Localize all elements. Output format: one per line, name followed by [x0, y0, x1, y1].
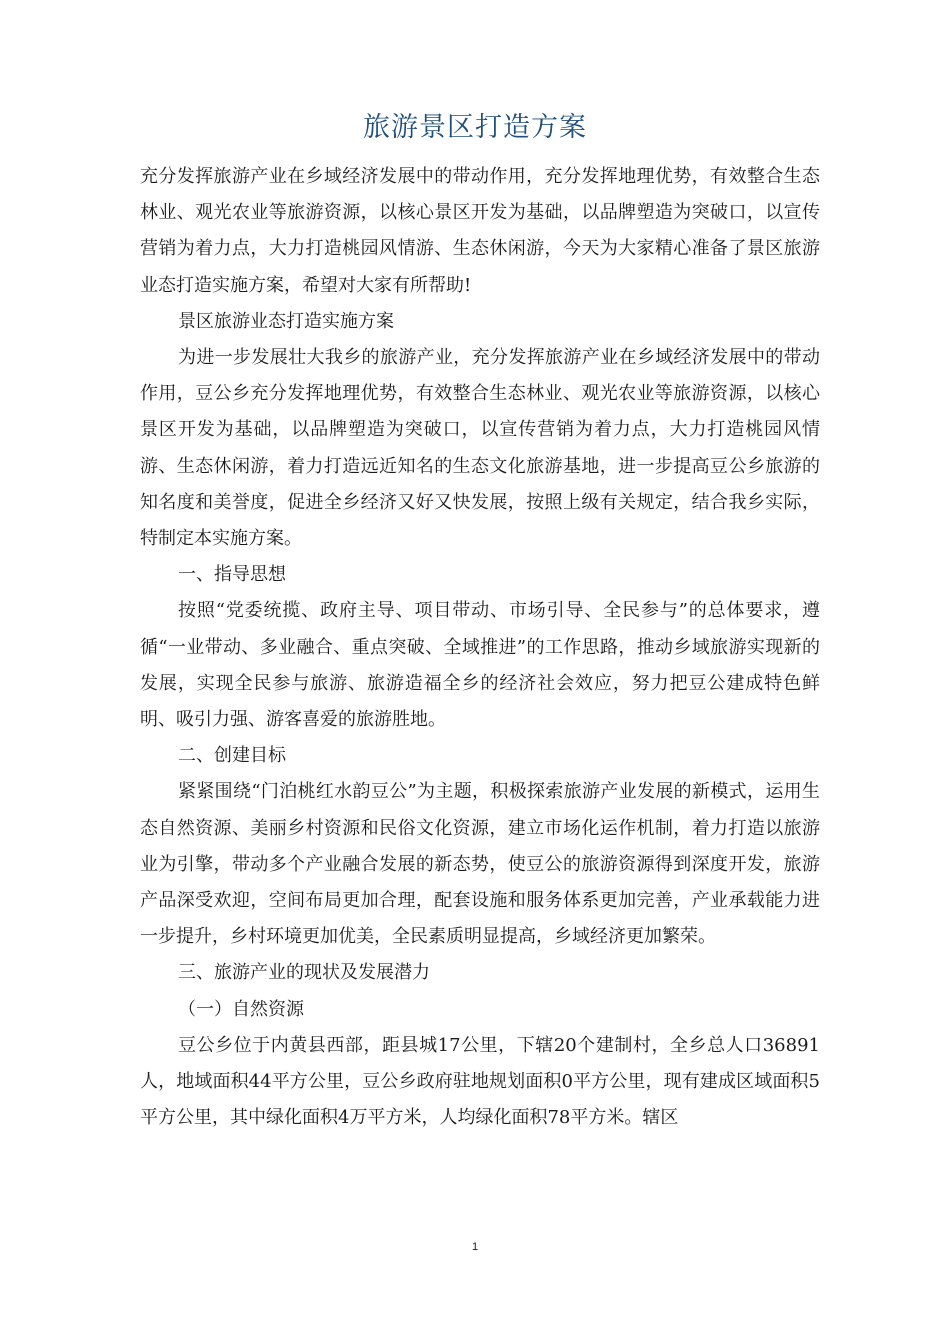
document-title: 旅游景区打造方案	[363, 112, 587, 143]
page-number: 1	[471, 1241, 479, 1253]
section-heading-goals: 二、创建目标	[178, 745, 286, 767]
section-heading-guiding-ideology: 一、指导思想	[178, 564, 286, 586]
preface-paragraph: 为进一步发展壮大我乡的旅游产业，充分发挥旅游产业在乡域经济发展中的带动作用，豆公乡充分发挥地理优势，有效整合生态林业、观光农业等旅游资源，以核心景区开发为基础，以品牌塑造为突破口，以宣传营销为着力点，大力打造桃园风情游、生态休闲游，着力打造远近知名的生态文化旅游基地，进一步提高豆公乡旅游的知名度和美誉度，促进全乡经济又好又快发展，按照上级有关规定，结合我乡实际，特制定本实施方案。	[140, 347, 820, 550]
natural-resources-paragraph: 豆公乡位于内黄县西部，距县城17公里，下辖20个建制村，全乡总人口36891人，地域面积44平方公里，豆公乡政府驻地规划面积0平方公里，现有建成区域面积5平方公里，其中绿化面积4万平方米，人均绿化面积78平方米。辖区	[140, 1034, 820, 1129]
subsection-heading-natural-resources: （一）自然资源	[178, 998, 304, 1020]
goals-paragraph: 紧紧围绕“门泊桃红水韵豆公”为主题，积极探索旅游产业发展的新模式，运用生态自然资源、美丽乡村资源和民俗文化资源，建立市场化运作机制，着力打造以旅游业为引擎，带动多个产业融合发展的新态势，使豆公的旅游资源得到深度开发，旅游产品深受欢迎，空间布局更加合理，配套设施和服务体系更加完善，产业承载能力进一步提升，乡村环境更加优美，全民素质明显提高，乡域经济更加繁荣。	[140, 781, 820, 948]
intro-paragraph: 充分发挥旅游产业在乡域经济发展中的带动作用，充分发挥地理优势，有效整合生态林业、观光农业等旅游资源，以核心景区开发为基础，以品牌塑造为突破口，以宣传营销为着力点，大力打造桃园风情游、生态休闲游，今天为大家精心准备了景区旅游业态打造实施方案，希望对大家有所帮助!	[140, 166, 820, 296]
section-heading-status: 三、旅游产业的现状及发展潜力	[178, 962, 430, 984]
guiding-ideology-paragraph: 按照“党委统揽、政府主导、项目带动、市场引导、全民参与”的总体要求，遵循“一业带动、多业融合、重点突破、全域推进”的工作思路，推动乡域旅游实现新的发展，实现全民参与旅游、旅游造福全乡的经济社会效应，努力把豆公建成特色鲜明、吸引力强、游客喜爱的旅游胜地。	[140, 600, 820, 731]
subtitle-paragraph: 景区旅游业态打造实施方案	[178, 310, 394, 332]
document-body	[140, 159, 820, 1136]
